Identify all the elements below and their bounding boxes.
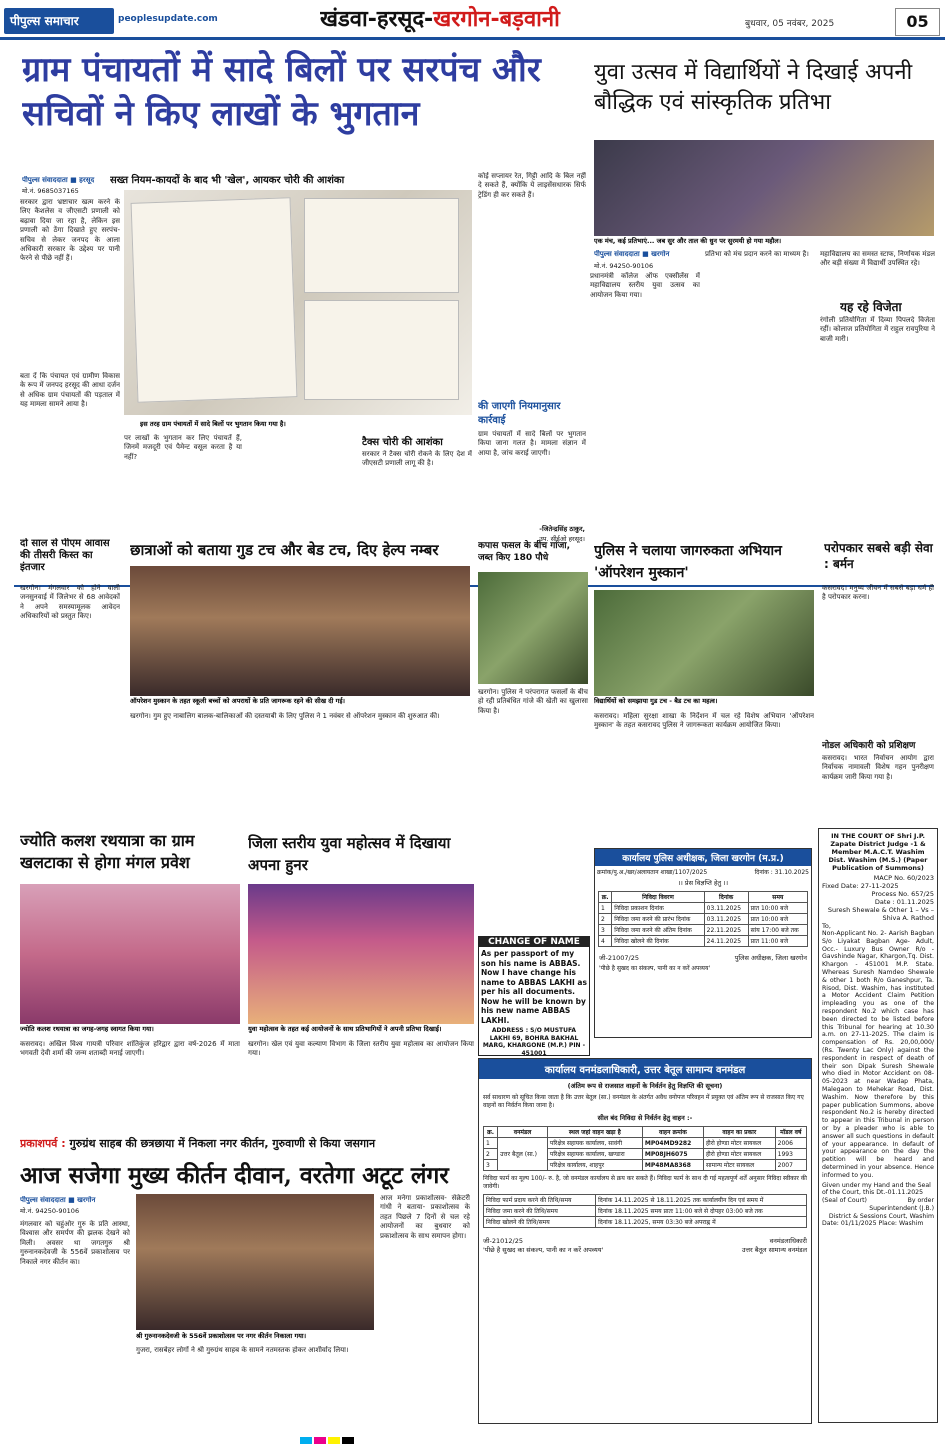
vanmandal-intro: सर्व साधारण को सूचित किया जाता है कि उत्तर बेतूल (सा.) वनमंडल के अंतर्गत अवैध वनोपज परिवहन में प्रयुक्त एवं अंतिम रूप से राजसात किए गए वाहनों का निर्वर्तन किया जाना है।: [483, 1094, 804, 1109]
cell: निविदा जमा करने की तिथि/समय: [484, 1206, 596, 1217]
cell: 1993: [775, 1149, 806, 1160]
cell: 03.11.2025: [704, 903, 748, 914]
cell: हीरो होण्डा मोटर सायकल: [704, 1138, 776, 1149]
cell: 4: [599, 936, 612, 947]
newspaper-logo: पीपुल्स समाचार: [4, 8, 114, 34]
story1-official-title: उप. सीईओ हरसूद।: [539, 535, 585, 543]
cell: 03.11.2025: [704, 914, 748, 925]
vanmandal-slogan: 'पीछे है सुखद का संकल्प, पानी का न करें अपव्यय': [483, 1246, 604, 1254]
cell: परिक्षेत्र कार्यालय, शाहपुर: [547, 1160, 642, 1171]
story9-text: खरगोन। खेल एवं युवा कल्याण विभाग के जिला स्तरीय युवा महोत्सव का आयोजन किया गया।: [248, 1040, 474, 1058]
story1-para1: सरकार द्वारा भ्रष्टाचार खत्म करने के लिए कैशलेस व जीएसटी प्रणाली को बढ़ावा दिया जा रहा है, लेकिन इस प्रणाली को ठेंगा दिखाते हुए सरपंच-सचिव से लेकर जनपद के आला अधिकारी सरकार के उद्देश्य पर पानी फेरने से पीछे नहीं हैं।: [20, 198, 120, 263]
vanmandal-schedule-table: [483, 1194, 807, 1228]
vanmandal-signatory: वनमंडलाधिकारी: [769, 1237, 807, 1245]
table-row: [484, 1217, 807, 1228]
story2-photo-caption: एक मंच, कई प्रतिभाएं... जब सुर और ताल की धुन पर सुरमयी हो गया महौल।: [594, 237, 934, 246]
story1-para4: सरकार ने टैक्स चोरी रोकने के लिए देश में जीएसटी प्रणाली लागू की है।: [362, 450, 472, 468]
police-subject: ।। प्रेस विज्ञप्ति हेतु ।।: [677, 879, 729, 887]
story1-subhead: सख्त नियम-कायदों के बाद भी 'खेल', आयकर चोरी की आशंका: [110, 175, 345, 186]
story8-headline: ज्योति कलश रथयात्रा का ग्राम खलटाका से होगा मंगल प्रवेश: [20, 831, 195, 872]
cell: परिक्षेत्र सहायक कार्यालय, सावंगी: [547, 1138, 642, 1149]
cell: MP48MA8368: [642, 1160, 703, 1171]
cell: 22.11.2025: [704, 925, 748, 936]
cell: 1: [484, 1138, 498, 1149]
vanmandal-terms: निविदा फार्म का मूल्य 100/- रु. है, जो वनमंडल कार्यालय से क्रय कर सकते हैं। निविदा फार्म के साथ दी गई महत्वपूर्ण शर्तें अनुसार निविदा स्वीकार की जावेगी।: [483, 1175, 807, 1190]
police-slogan: 'पीछे है सुखद का संकल्प, पानी का न करें अपव्यय': [599, 965, 711, 972]
cell: 3: [599, 925, 612, 936]
vanmandal-col: मॉडल वर्ष: [775, 1127, 806, 1138]
cell: परिक्षेत्र सहायक कार्यालय, खण्डारा: [547, 1149, 642, 1160]
cell: निविदा खोलने की तिथि/समय: [484, 1217, 596, 1228]
cell: सामान्य मोटर सायकल: [704, 1160, 776, 1171]
section-title-part2: खरगोन-बड़वानी: [433, 7, 560, 32]
page-number: 05: [895, 8, 940, 36]
story2-phone: मो.नं. 94250-90106: [594, 262, 654, 270]
police-col: समय: [748, 892, 807, 903]
story6-text: कसरावद। महिला सुरक्षा शाखा के निर्देशन में चल रहे विशेष अभियान 'ऑपरेशन मुस्कान' के तहत कसरावद पुलिस ने जागरूकता कार्यक्रम आयोजित किया।: [594, 712, 814, 730]
police-col: निविदा विवरण: [612, 892, 704, 903]
police-notice: [594, 848, 812, 1038]
police-notice-title: कार्यालय पुलिस अधीक्षक, जिला खरगोन (म.प्र.): [595, 849, 811, 866]
story8-photo-caption: ज्योति कलश रथयात्रा का जगह-जगह स्वागत किया गया।: [20, 1025, 240, 1034]
story1-bills-photo: [124, 190, 472, 415]
story7-headline: परोपकार सबसे बड़ी सेवा : बर्मन: [824, 541, 933, 571]
court-seal: (Seal of Court): [822, 1197, 867, 1205]
vanmandal-table-head: सील बंद निविदा से निर्वर्तन हेतु वाहन :-: [597, 1114, 693, 1122]
table-row: [484, 1195, 807, 1206]
cell: निविदा फार्म प्रदाय करने की तिथि/समय: [484, 1195, 596, 1206]
table-row: [484, 1138, 807, 1149]
police-date: दिनांक : 31.10.2025: [754, 869, 809, 876]
court-body: Non-Applicant No. 2- Aarish Bagban S/o Liyakat Bagban Age- Adult, Occ.- Luxury Bus Owner R/o - Gavshinde Nagar, Khargon,Tq. Dist. Khargon - 451001 M.P. State. Whereas Suresh Namdeo Shewale & other 1 both R/o Ganeshpur, Ta. Risod, Dist. Washim, has instituted a Motor Accident Claim Petition impleading you as one of the respondent No.2 which case has been directed to be listed before this Tribunal for hearing at 10.30 a.m. on 27-11-2025. The claim is compensation of Rs. 20,00,000/ (Rs. Twenty Lac Only) against the respondent in respect of death of their son Dipak Suresh Shewale who died in Motor Accident on 08-05-2023 at near Wadap Phata, Malegaon to Mehekar Road, Dist. Washim. Now therefore by this paper publication Summons, above respondent No.2 is hereby directed to appear in this Tribunal in person or by a pleader who is able to answer all such questions in default of your appearance. In default of your appearance on the day the petition will be heard and determined in your absence. Hence informed to you.: [822, 930, 934, 1179]
cell: सांय 17:00 बजे तक: [748, 925, 807, 936]
police-ref: क्रमांक/पु.अ./खर/अलायतान शाखा/1107/2025: [597, 869, 708, 876]
police-tender-table: [598, 891, 808, 947]
change-of-name-title: CHANGE OF NAME: [479, 937, 589, 947]
court-date: Date : 01.11.2025: [874, 898, 934, 906]
story10-headline: आज सजेगा मुख्य कीर्तन दीवान, वरतेगा अटूट लंगर: [20, 1162, 449, 1189]
court-notice-title: IN THE COURT OF Shri J.P. Zapate District Judge -1 & Member M.A.C.T. Washim Dist. Washim (M.S.) (Paper Publication of Summons): [828, 832, 928, 872]
story2-headline: युवा उत्सव में विद्यार्थियों ने दिखाई अपनी बौद्धिक एवं सांस्कृतिक प्रतिभा: [594, 60, 913, 115]
table-row: [599, 925, 808, 936]
story1-photo-caption: इस तरह ग्राम पंचायतों में सादे बिलों पर भुगतान किया गया है।: [140, 420, 460, 429]
vanmandal-col: क्र.: [484, 1127, 498, 1138]
story6-students-photo: [594, 590, 814, 696]
vanmandal-title: कार्यालय वनमंडलाधिकारी, उत्तर बेतूल सामान्य वनमंडल: [479, 1059, 811, 1079]
story9-headline: जिला स्तरीय युवा महोत्सव में दिखाया अपना हुनर: [248, 834, 451, 874]
story9-stage-photo: [248, 884, 474, 1024]
section-title-part1: खंडवा-हरसूद-: [320, 7, 434, 32]
cell: दिनांक 18.11.2025 समय प्रातः 11:00 बजे से दोपहर 03:00 बजे तक: [596, 1206, 807, 1217]
story1-action-text: ग्राम पंचायतों में सादे बिलों पर भुगतान किया जाना गलत है। मामला संज्ञान में आया है, जांच कराई जाएगी।: [478, 430, 586, 457]
court-parties: Suresh Shewale & Other 1 – Vs – Shiva A. Rathod: [827, 906, 934, 922]
cell: निविदा जमा करने की अंतिम दिनांक: [612, 925, 704, 936]
story4-photo-caption: ऑपरेशन मुस्कान के तहत स्कूली बच्चों को अपराधों के प्रति जागरूक रहने की सीख दी गई।: [130, 697, 470, 706]
cell: 2: [599, 914, 612, 925]
story7-text: कसरावद। मनुष्य जीवन में सबसे बड़ा धर्म ही है परोपकार करना।: [822, 584, 934, 602]
table-row: [599, 903, 808, 914]
story8-text: कसरावद। अखिल विश्व गायत्री परिवार शांतिकुंज हरिद्वार द्वारा वर्ष-2026 में माता भगवती देवी शर्मा की जन्म शताब्दी मनाई जाएगी।: [20, 1040, 240, 1058]
cell: MP04MD9282: [642, 1138, 703, 1149]
story4-headline: छात्राओं को बताया गुड टच और बेड टच, दिए हेल्प नम्बर: [130, 541, 439, 559]
story2-byline: पीपुल्स संवाददाता ■ खरगोन: [594, 250, 670, 258]
cell: दिनांक 18.11.2025, समय 03:30 बजे अपराह्न में: [596, 1217, 807, 1228]
court-fixed-date: Fixed Date: 27-11-2025: [822, 882, 899, 890]
story3-headline: दो साल से पीएम आवास की तीसरी किस्त का इंतजार: [20, 538, 110, 573]
story2-cultural-photo: [594, 140, 934, 236]
change-of-name-ad: [478, 936, 590, 1056]
story1-headline: ग्राम पंचायतों में सादे बिलों पर सरपंच और सचिवों ने किए लाखों के भुगतान: [22, 50, 541, 134]
story1-action-head: की जाएगी नियमानुसार कार्रवाई: [478, 401, 561, 426]
change-of-name-text: As per passport of my son his name is ABBAS. Now I have change his name to ABBAS LAKHI as per his all documents. Now he will be known by his new name ABBAS LAKHI.: [481, 949, 587, 1025]
story3-text: खरगोन। मंगलवार को होने वाली जनसुनवाई में जिलेभर से 68 आवेदकों ने अपने समस्यामूलक आवेदन अधिकारियों को प्रस्तुत किए।: [20, 584, 120, 621]
story4-school-photo: [130, 566, 470, 696]
court-to: To,: [822, 922, 831, 930]
table-row: [599, 914, 808, 925]
police-ref2: जी-21007/25: [599, 954, 639, 962]
section-title: [320, 4, 650, 36]
cell: उत्तर बैतूल (सा.): [498, 1138, 548, 1171]
vanmandal-subtitle: (अंतिम रूप से राजसात वाहनों के निर्वर्तन हेतु विज्ञप्ति की सूचना): [567, 1082, 723, 1090]
story6-headline: पुलिस ने चलाया जागरुकता अभियान 'ऑपरेशन मुस्कान': [594, 543, 782, 581]
story1-phone: मो.नं. 9685037165: [22, 187, 79, 195]
story1-official: -जितेन्द्रसिंह ठाकुर,: [539, 525, 585, 533]
cell: निविदा जमा करने की प्रारंभ दिनांक: [612, 914, 704, 925]
cell: दिनांक 14.11.2025 से 18.11.2025 तक कार्यालयीन दिन एवं समय में: [596, 1195, 807, 1206]
story2-para3: महाविद्यालय का समस्त स्टाफ, निर्णायक मंडल और बड़ी संख्या में विद्यार्थी उपस्थित रहे।: [820, 250, 935, 268]
cell: प्रात 10:00 बजे: [748, 914, 807, 925]
police-col: दिनांक: [704, 892, 748, 903]
vanmandal-signatory2: उत्तर बैतूल सामान्य वनमंडल: [741, 1246, 807, 1254]
story8-rath-photo: [20, 884, 240, 1024]
print-color-marks: [300, 1432, 500, 1444]
vanmandal-col: वाहन क्रमांक: [642, 1127, 703, 1138]
issue-date: बुधवार, 05 नवंबर, 2025: [745, 19, 835, 29]
story7-subtext: कसरावद। भारत निर्वाचन आयोग द्वारा निर्वाचक नामावली विशेष गहन पुनरीक्षण कार्यक्रम जारी किया गया है।: [822, 754, 934, 781]
change-of-name-address: ADDRESS : S/O MUSTUFA LAKHI 69, BOHRA BAKHAL MARG, KHARGONE (M.P.) PIN - 451001: [482, 1027, 586, 1056]
cell: हीरो होण्डा मोटर सायकल: [704, 1149, 776, 1160]
court-date-place: Date: 01/11/2025 Place: Washim: [822, 1220, 924, 1228]
court-supt: Superintendent (J.B.): [869, 1204, 934, 1212]
story6-photo-caption: विद्यार्थियों को समझाया गुड टच - बैड टच का महत्व।: [594, 697, 814, 706]
story10-byline: पीपुल्स संवाददाता ■ खरगोन: [20, 1196, 96, 1204]
story2-para2: प्रतिभा को मंच प्रदान करने का माध्यम है।: [705, 250, 809, 258]
story10-text2: गुजरा, रासबेहर लोगों ने श्री गुरुग्रंथ साहब के सामने नतमस्तक होकर आशीर्वाद लिया।: [136, 1346, 349, 1354]
story10-text: मंगलवार को चहुंओर गुरु के प्रति आस्था, विश्वास और समर्पण की झलक देखने को मिली। अवसर था जगतगुरु श्री गुरुनानकदेवजी के 556वें प्रकाशोत्सव पर निकाले नगर कीर्तन का।: [20, 1220, 130, 1266]
story1-byline: पीपुल्स संवाददाता ■ हरसूद: [22, 176, 95, 184]
story5-headline: कपास फसल के बीच गांजा, जब्त किए 180 पौधे: [478, 541, 571, 563]
story2-winners-text: रंगोली प्रतियोगिता में दिव्या पिपलदे विजेता रहीं। कोलाज प्रतियोगिता में राहुल रावपुरिया ने बाजी मारी।: [820, 316, 935, 343]
story10-kicker-label: प्रकाशपर्व :: [20, 1137, 66, 1150]
court-process: Process No. 657/25: [871, 890, 934, 898]
story1-tax-head: टैक्स चोरी की आशंका: [362, 437, 443, 448]
cell: 24.11.2025: [704, 936, 748, 947]
story1-para3: पर लाखों के भुगतान कर लिए पंचायतें हैं, जिनमें मजदूरी एवं पैमेन्ट वसूल करता है या नहीं?: [124, 434, 242, 461]
vanmandal-notice: [478, 1058, 812, 1424]
vanmandal-vehicle-table: [483, 1126, 807, 1171]
vanmandal-col: वाहन का प्रकार: [704, 1127, 776, 1138]
story1-col3: कोई सप्लायर रेत, गिट्टी आदि के बिल नहीं दे सकते हैं, क्योंकि ये लाइसेंसधारक सिर्फ ट्रेडिंग ही कर सकते हैं।: [478, 172, 586, 199]
table-row: [599, 936, 808, 947]
story10-text3: आज मनेगा प्रकाशोत्सव- सेक्रेटरी गांधी ने बताया- प्रकाशोत्सव के तहत पिछले 7 दिनों से चल रहे आयोजनों का बुधवार को प्रकाशोत्सव के साथ समापन होगा।: [380, 1194, 470, 1240]
police-signatory: पुलिस अधीक्षक, जिला खरगोन: [734, 954, 807, 962]
cell: 2007: [775, 1160, 806, 1171]
story5-field-photo: [478, 572, 588, 684]
story10-kicker-text: गुरुग्रंथ साहब की छत्रछाया में निकला नगर कीर्तन, गुरुवाणी से किया जसगान: [69, 1137, 376, 1150]
police-col: क्र.: [599, 892, 612, 903]
vanmandal-col: स्थल जहां वाहन खड़ा है: [547, 1127, 642, 1138]
cell: निविदा खोलने की दिनांक: [612, 936, 704, 947]
cell: 2: [484, 1149, 498, 1160]
story2-para1: प्रधानमंत्री कॉलेज ऑफ एक्सीलेंस में महाविद्यालय स्तरीय युवा उत्सव का आयोजन किया गया।: [590, 272, 700, 299]
vanmandal-col: वनमंडल: [498, 1127, 548, 1138]
vanmandal-ref: जी-21012/25: [483, 1237, 523, 1245]
cell: MP08JH6075: [642, 1149, 703, 1160]
cell: 2006: [775, 1138, 806, 1149]
story7-subhead: नोडल अधिकारी को प्रशिक्षण: [822, 741, 916, 751]
website-link[interactable]: peoplesupdate.com: [118, 14, 218, 24]
table-row: [484, 1206, 807, 1217]
court-notice: [818, 828, 938, 1423]
court-court: District & Sessions Court, Washim: [828, 1212, 934, 1220]
story5-text: खरगोन। पुलिस ने परंपरागत फसलों के बीच हो रही प्रतिबंधित गांजे की खेती का खुलासा किया है।: [478, 688, 588, 715]
cell: प्रात 11:00 बजे: [748, 936, 807, 947]
court-given: Given under my Hand and the Seal of the Court, this Dt.-01.11.2025: [822, 1181, 931, 1197]
story9-photo-caption: युवा महोत्सव के तहत कई आयोजनों के साथ प्रतिभागियों ने अपनी प्रतिभा दिखाई।: [248, 1025, 474, 1034]
court-macp: MACP No. 60/2023: [873, 874, 934, 882]
cell: 1: [599, 903, 612, 914]
story2-winners-head: यह रहे विजेता: [840, 300, 902, 314]
court-by-order: By order: [907, 1197, 934, 1205]
story4-text: खरगोन। गुम हुए नाबालिग बालक-बालिकाओं की दस्तयाबी के लिए पुलिस ने 1 नवंबर से ऑपरेशन मुस्कान की शुरुआत की।: [130, 712, 440, 720]
cell: प्रात 10:00 बजे: [748, 903, 807, 914]
story10-photo-caption: श्री गुरुनानकदेवजी के 556वें प्रकाशोत्सव पर नगर कीर्तन निकाला गया।: [136, 1332, 374, 1341]
cell: निविदा प्रकाशन दिनांक: [612, 903, 704, 914]
cell: 3: [484, 1160, 498, 1171]
story10-procession-photo: [136, 1194, 374, 1330]
story1-para2: बता दें कि पंचायत एवं ग्रामीण विकास के रूप में जनपद हरसूद की आधा दर्जन से अधिक ग्राम पंचायतों की पड़ताल में यह मामला सामने आया है।: [20, 372, 120, 409]
story10-phone: मो.नं. 94250-90106: [20, 1207, 80, 1215]
